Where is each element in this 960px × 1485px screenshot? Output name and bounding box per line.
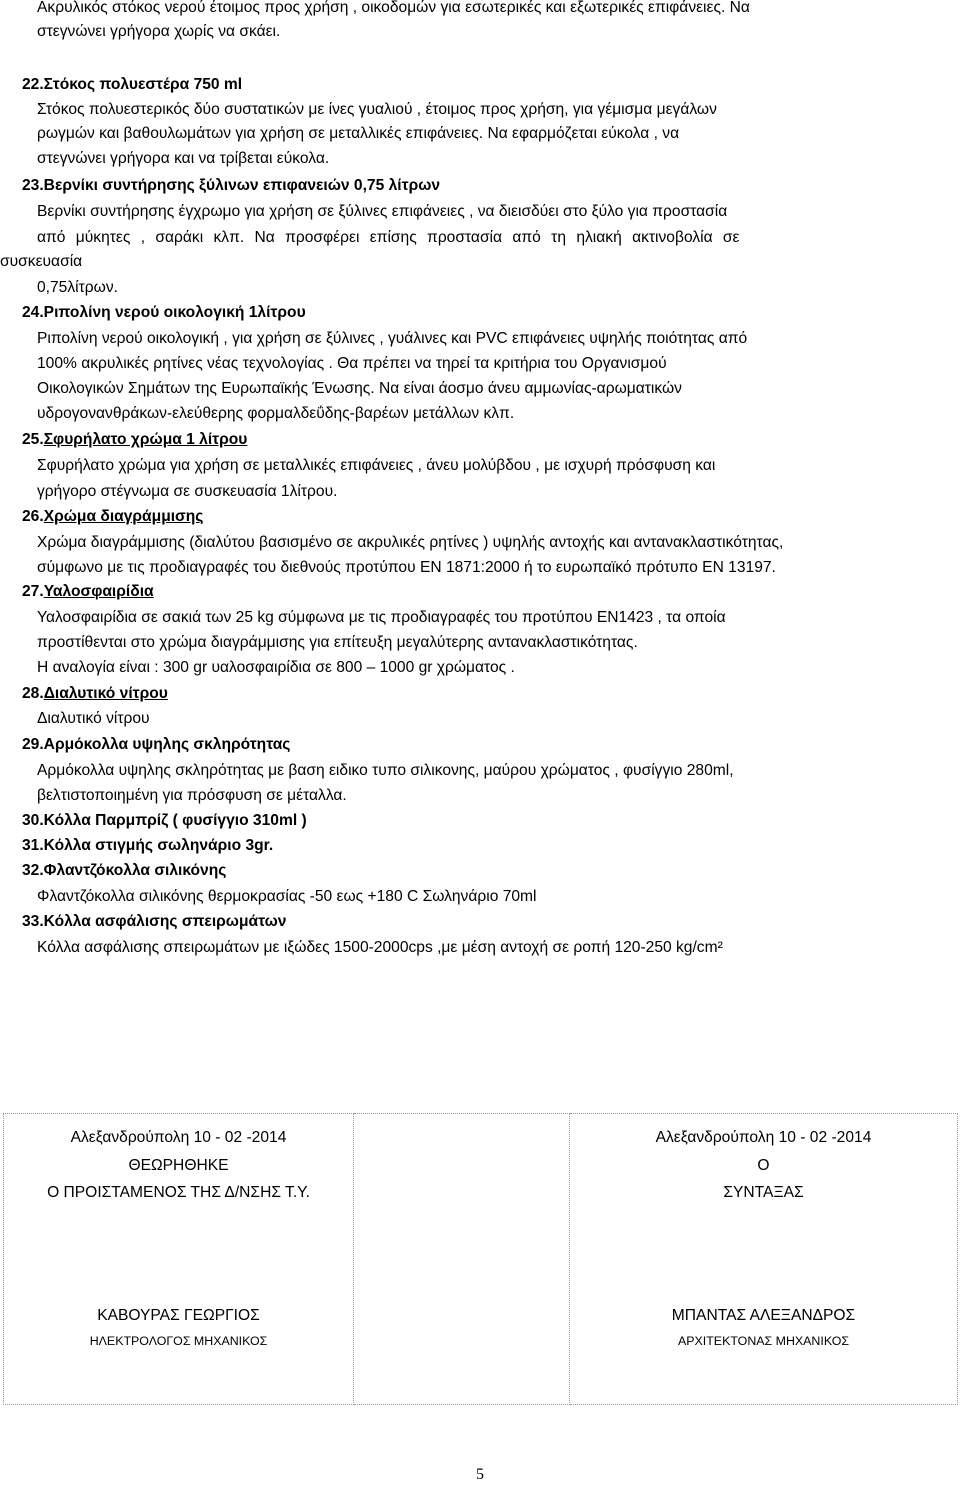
- item-26-title-text: Χρώμα διαγράμμισης: [43, 508, 204, 525]
- item-30-title: 30.Κόλλα Παρμπρίζ ( φυσίγγιο 310ml ): [22, 812, 307, 829]
- item-33-title: 33.Κόλλα ασφάλισης σπειρωμάτων: [22, 913, 287, 930]
- item-32-title: 32.Φλαντζόκολλα σιλικόνης: [22, 862, 227, 879]
- item-28-title-text: Διαλυτικό νίτρου: [43, 685, 168, 702]
- left-date: Αλεξανδρούπολη 10 - 02 -2014: [70, 1129, 287, 1146]
- right-profession: ΑΡΧΙΤΕΚΤΟΝΑΣ ΜΗΧΑΝΙΚΟΣ: [678, 1334, 849, 1348]
- item-26-line-1: Χρώμα διαγράμμισης (διαλύτου βασισμένο σε ακρυλικές ρητίνες ) υψηλής αντοχής και αντανακλαστικότητας,: [37, 534, 784, 551]
- item-25-line-2: γρήγορο στέγνωμα σε συσκευασία 1λίτρου.: [37, 483, 338, 500]
- right-title: ΣΥΝΤΑΞΑΣ: [723, 1184, 804, 1201]
- item-29-line-1: Αρμόκολλα υψηλης σκληρότητας με βαση ειδικο τυπο σιλικονης, μαύρου χρώματος , φυσίγγιο 280ml,: [37, 762, 734, 779]
- item-24-line-1: Ριπολίνη νερού οικολογική , για χρήση σε ξύλινες , γυάλινες και PVC επιφάνειες υψηλής ποιότητας από: [37, 330, 748, 347]
- right-name: ΜΠΑΝΤΑΣ ΑΛΕΞΑΝΔΡΟΣ: [671, 1307, 856, 1324]
- item-22-line-2: ρωγμών και βαθουλωμάτων για χρήση σε μεταλλικές επιφάνειες. Να εφαρμόζεται εύκολα , να: [37, 125, 680, 142]
- item-31-title: 31.Κόλλα στιγμής σωληνάριο 3gr.: [22, 837, 274, 854]
- signature-cell-right: [570, 1114, 958, 1405]
- item-25-title: [22, 430, 247, 450]
- signature-cell-left: [4, 1114, 354, 1405]
- item-33-line-1: Κόλλα ασφάλισης σπειρωμάτων με ιξώδες 1500-2000cps ,με μέση αντοχή σε ροπή 120-250 kg/cm²: [37, 939, 723, 956]
- left-profession: ΗΛΕΚΤΡΟΛΟΓΟΣ ΜΗΧΑΝΙΚΟΣ: [89, 1334, 268, 1348]
- item-28-number: 28.: [22, 685, 44, 702]
- intro-line-2: στεγνώνει γρήγορα χωρίς να σκάει.: [37, 23, 281, 40]
- item-28-line-1: Διαλυτικό νίτρου: [37, 710, 150, 727]
- item-22-line-3: στεγνώνει γρήγορα και να τρίβεται εύκολα.: [37, 150, 330, 167]
- item-28-title: [22, 684, 168, 704]
- item-24-line-4: υδρογονανθράκων-ελεύθερης φορμαλδεΰδης-βαρέων μετάλλων κλπ.: [37, 405, 515, 422]
- left-name: ΚΑΒΟΥΡΑΣ ΓΕΩΡΓΙΟΣ: [97, 1307, 260, 1324]
- item-24-line-3: Οικολογικών Σημάτων της Ευρωπαϊκής Ένωσης. Να είναι άοσμο άνευ αμμωνίας-αρωματικών: [37, 380, 682, 397]
- right-date: Αλεξανδρούπολη 10 - 02 -2014: [655, 1129, 872, 1146]
- item-27-number: 27.: [22, 583, 44, 600]
- item-26-line-2: σύμφωνο με τις προδιαγραφές του διεθνούς προτύπου EN 1871:2000 ή το ευρωπαϊκό πρότυπο EN 13197.: [37, 559, 776, 576]
- item-25-title-text: Σφυρήλατο χρώμα 1 λίτρου: [43, 431, 248, 448]
- page-number: 5: [476, 1466, 484, 1483]
- right-role: Ο: [757, 1157, 770, 1174]
- item-29-title: 29.Αρμόκολλα υψηλης σκληρότητας: [22, 736, 291, 753]
- signature-cell-middle: [354, 1114, 570, 1405]
- left-title: Ο ΠΡΟΙΣΤΑΜΕΝΟΣ ΤΗΣ Δ/ΝΣΗΣ Τ.Υ.: [47, 1184, 310, 1201]
- intro-line-1: Ακρυλικός στόκος νερού έτοιμος προς χρήση , οικοδομών για εσωτερικές και εξωτερικές επιφάνειες. Να: [37, 0, 750, 16]
- item-22-line-1: Στόκος πολυεστερικός δύο συστατικών με ίνες γυαλιού , έτοιμος προς χρήση, για γέμισμα μεγάλων: [37, 101, 717, 118]
- item-23-line-1: Βερνίκι συντήρησης έγχρωμο για χρήση σε ξύλινες επιφάνειες , να διεισδύει στο ξύλο για προστασία: [37, 203, 728, 220]
- signature-table: [3, 1113, 958, 1405]
- item-27-title-text: Υαλοσφαιρίδια: [43, 583, 154, 600]
- item-29-line-2: βελτιστοποιημένη για πρόσφυση σε μέταλλα.: [37, 787, 347, 804]
- item-22-title: 22.Στόκος πολυεστέρα 750 ml: [22, 76, 243, 93]
- item-27-title: [22, 582, 154, 602]
- item-27-line-2: προστίθενται στο χρώμα διαγράμμισης για επίτευξη μεγαλύτερης αντανακλαστικότητας.: [37, 634, 638, 651]
- item-23-line-3: συσκευασία: [0, 253, 83, 270]
- item-25-number: 25.: [22, 431, 44, 448]
- item-23-line-2: από μύκητες , σαράκι κλπ. Να προσφέρει επίσης προστασία από τη ηλιακή ακτινοβολία σε: [37, 229, 740, 246]
- left-role: ΘΕΩΡΗΘΗΚΕ: [128, 1157, 229, 1174]
- item-25-line-1: Σφυρήλατο χρώμα για χρήση σε μεταλλικές επιφάνειες , άνευ μολύβδου , με ισχυρή πρόσφυση και: [37, 457, 716, 474]
- item-24-line-2: 100% ακρυλικές ρητίνες νέας τεχνολογίας . Θα πρέπει να τηρεί τα κριτήρια του Οργανισμού: [37, 355, 667, 372]
- item-23-line-4: 0,75λίτρων.: [37, 279, 118, 296]
- item-23-title: 23.Βερνίκι συντήρησης ξύλινων επιφανειών 0,75 λίτρων: [22, 177, 441, 194]
- item-26-number: 26.: [22, 508, 44, 525]
- item-27-line-1: Υαλοσφαιρίδια σε σακιά των 25 kg σύμφωνα με τις προδιαγραφές του προτύπου ΕΝ1423 , τα οποία: [37, 609, 726, 626]
- item-24-title: 24.Ριπολίνη νερού οικολογική 1λίτρου: [22, 304, 306, 321]
- item-32-line-1: Φλαντζόκολλα σιλικόνης θερμοκρασίας -50 εως +180 C Σωληνάριο 70ml: [37, 888, 537, 905]
- item-26-title: [22, 507, 203, 527]
- item-27-line-3: Η αναλογία είναι : 300 gr υαλοσφαιρίδια σε 800 – 1000 gr χρώματος .: [37, 659, 515, 676]
